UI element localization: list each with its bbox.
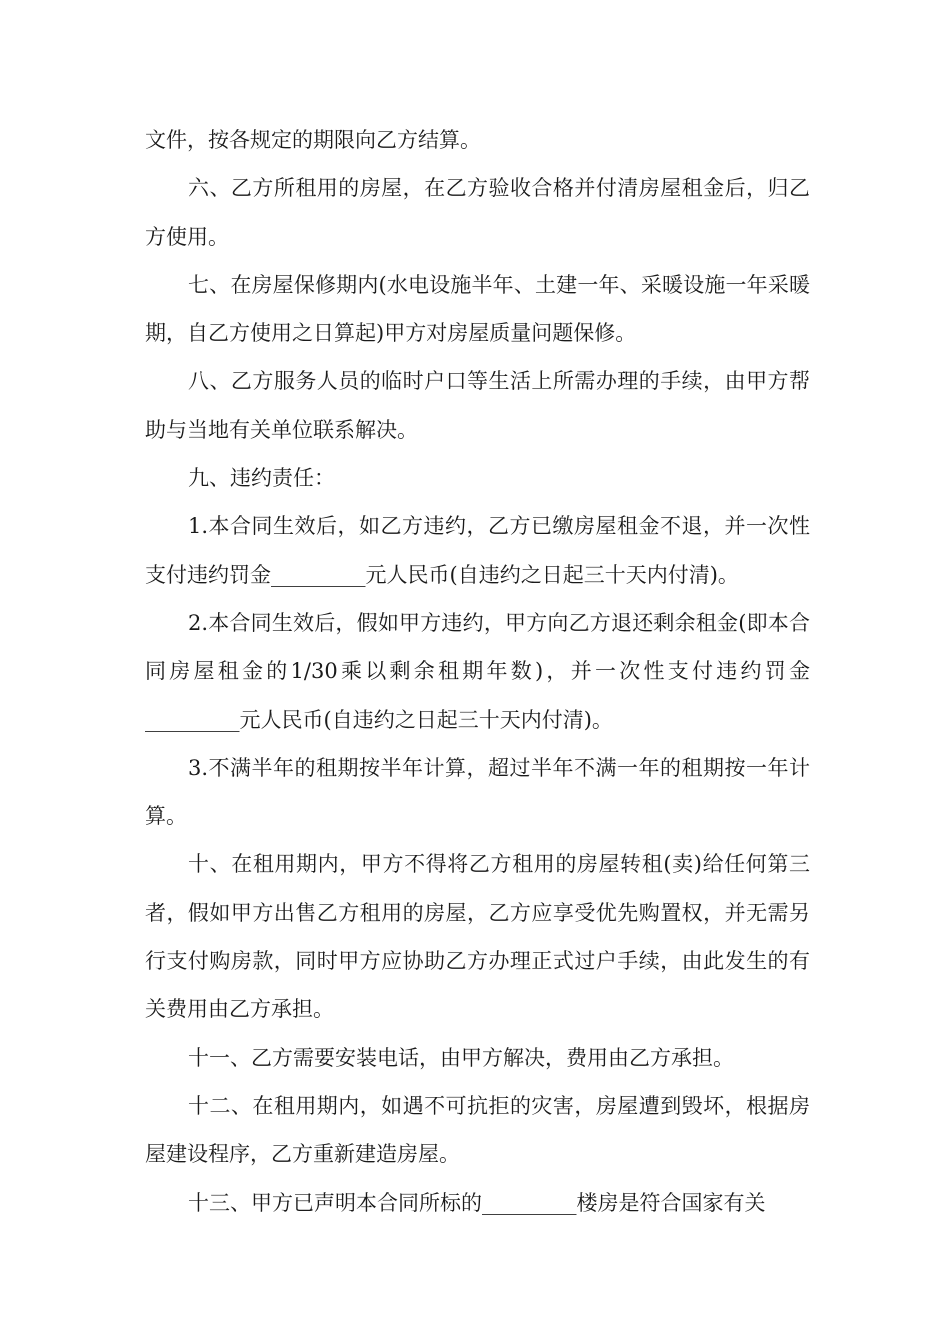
clause-8: 八、乙方服务人员的临时户口等生活上所需办理的手续，由甲方帮助与当地有关单位联系解决。: [145, 369, 810, 442]
clause-9-heading: 九、违约责任：: [188, 466, 335, 491]
clause-9-item-3: 3.不满半年的租期按半年计算，超过半年不满一年的租期按一年计算。: [145, 755, 810, 829]
clause-13: 十三、甲方已声明本合同所标的_________楼房是符合国家有关: [188, 1190, 766, 1215]
clause-9-item-1: 1.本合同生效后，如乙方违约，乙方已缴房屋租金不退，并一次性支付违约罚金_________元人民币(自违约之日起三十天内付清)。: [145, 514, 810, 587]
clause-6: 六、乙方所租用的房屋，在乙方验收合格并付清房屋租金后，归乙方使用。: [145, 176, 810, 249]
contract-body: [145, 116, 810, 1227]
clause-9-item-2: 2.本合同生效后，假如甲方违约，甲方向乙方退还剩余租金(即本合同房屋租金的1/30乘以剩余租期年数)，并一次性支付违约罚金_________元人民币(自违约之日起三十天内付清)。: [145, 610, 810, 732]
paragraph-continuation: 文件，按各规定的期限向乙方结算。: [145, 128, 481, 152]
clause-10: 十、在租用期内，甲方不得将乙方租用的房屋转租(卖)给任何第三者，假如甲方出售乙方租用的房屋，乙方应享受优先购置权，并无需另行支付购房款，同时甲方应协助乙方办理正式过户手续，由此发生的有关费用由乙方承担。: [145, 852, 810, 1022]
clause-12: 十二、在租用期内，如遇不可抗拒的灾害，房屋遭到毁坏，根据房屋建设程序，乙方重新建造房屋。: [145, 1093, 810, 1167]
clause-11: 十一、乙方需要安装电话，由甲方解决，费用由乙方承担。: [188, 1045, 734, 1070]
clause-7: 七、在房屋保修期内(水电设施半年、土建一年、采暖设施一年采暖期，自乙方使用之日算起)甲方对房屋质量问题保修。: [145, 272, 810, 346]
